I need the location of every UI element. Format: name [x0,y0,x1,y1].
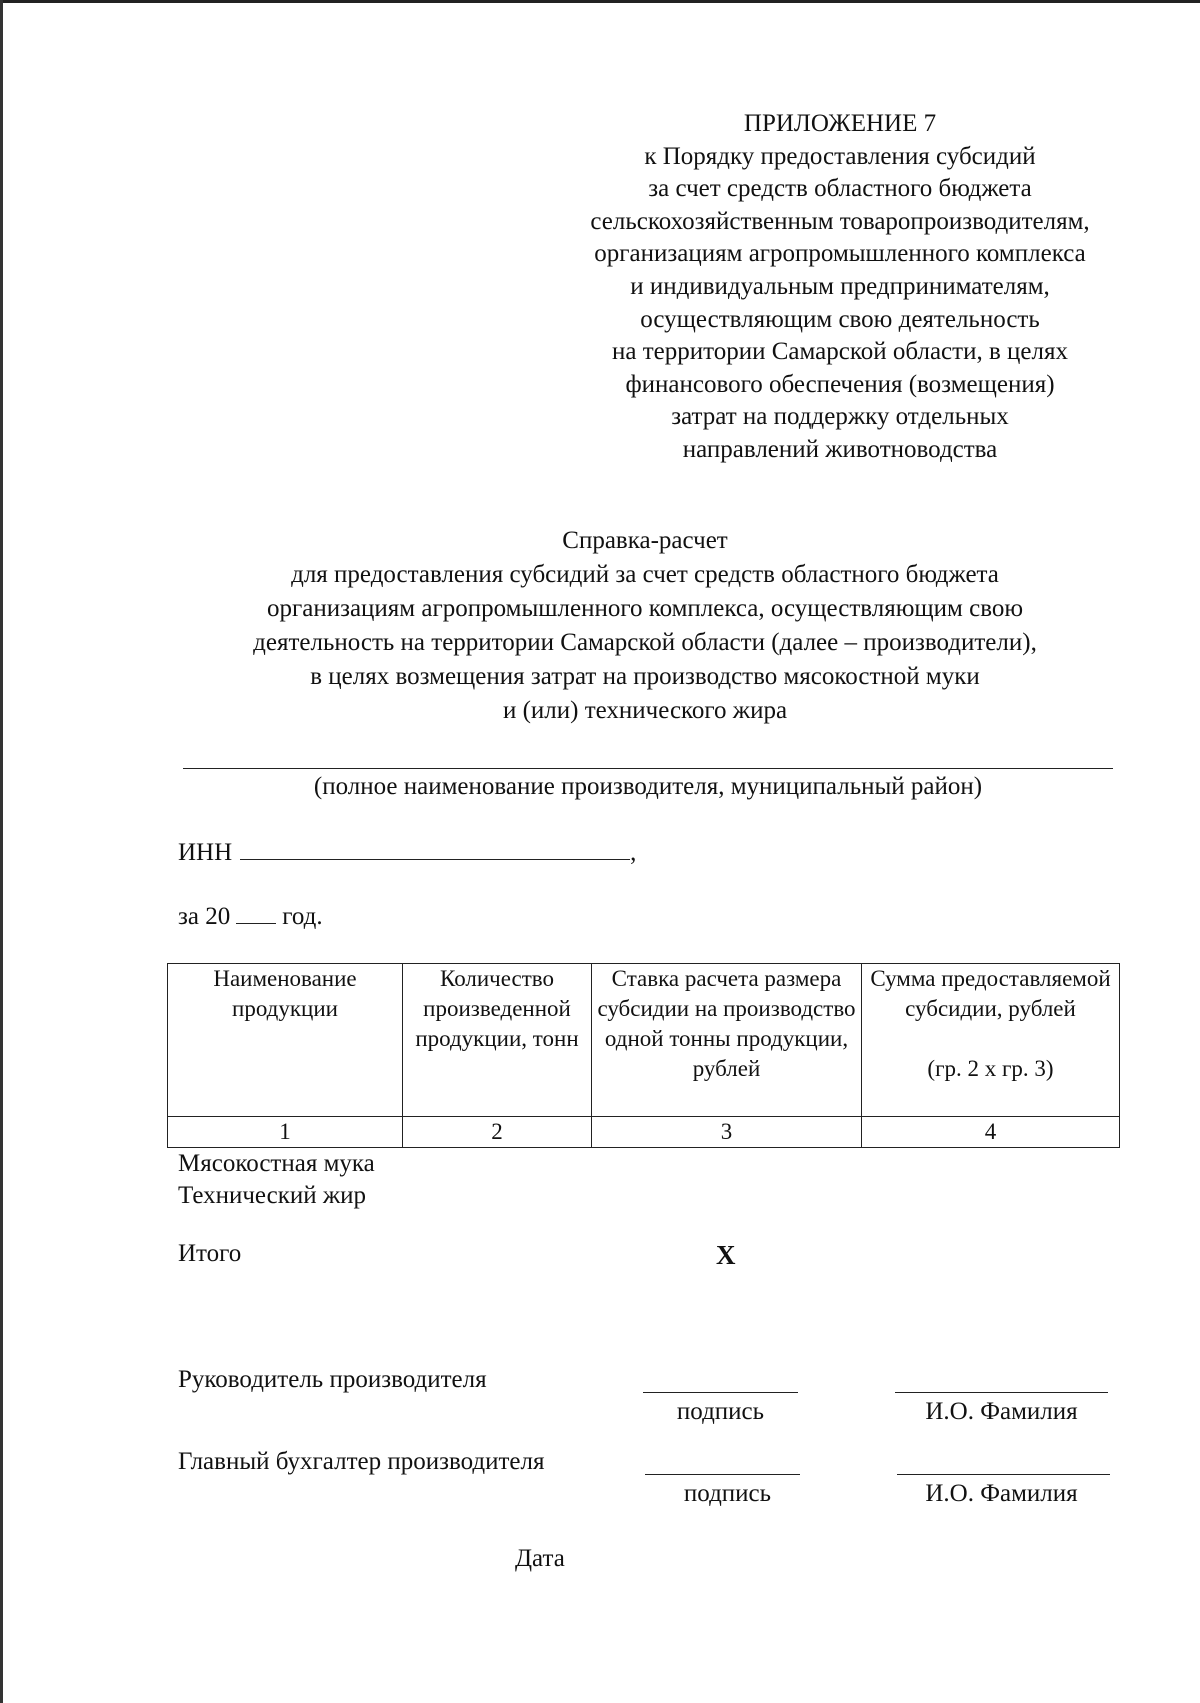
accountant-signature-label: Главный бухгалтер производителя [178,1448,545,1475]
head-signature-caption: подпись [676,1398,765,1425]
header-product-name: Наименование продукции [168,964,403,1117]
column-number: 1 [168,1117,403,1148]
year-row [178,900,323,934]
total-rate-mark: Х [716,1240,736,1270]
document-title-line: в целях возмещения затрат на производство мясокостной муки [310,663,980,690]
column-number: 3 [592,1117,862,1148]
appendix-line: финансового обеспечения (возмещения) [625,370,1055,398]
year-suffix: год. [282,903,323,930]
page-border-top [0,0,1200,3]
head-name-caption: И.О. Фамилия [925,1398,1078,1425]
product-row-label: Технический жир [178,1182,367,1209]
producer-name-field[interactable] [183,768,1113,769]
accountant-name-caption: И.О. Фамилия [925,1480,1078,1507]
page-border-left [0,0,3,1703]
inn-field[interactable] [240,835,630,860]
header-subsidy-sum-label: Сумма предоставляемой субсидии, рублей [870,966,1111,1021]
document-title-main: Справка-расчет [562,527,728,554]
accountant-signature-caption: подпись [683,1480,772,1507]
appendix-line: на территории Самарской области, в целях [612,338,1068,366]
accountant-signature-field[interactable] [645,1474,800,1475]
header-subsidy-sum [862,964,1120,1117]
appendix-line: и индивидуальным предпринимателям, [630,272,1050,300]
document-title-line: и (или) технического жира [502,697,788,724]
header-subsidy-formula: (гр. 2 х гр. 3) [927,1056,1054,1081]
column-number-row [168,1117,1120,1148]
head-signature-label: Руководитель производителя [178,1366,487,1393]
total-label: Итого [178,1240,242,1267]
appendix-line: к Порядку предоставления субсидий [644,142,1036,170]
appendix-line: осуществляющим свою деятельность [640,305,1040,333]
year-field[interactable] [236,901,276,924]
table-header-row [168,964,1120,1117]
producer-name-caption: (полное наименование производителя, муниципальный район) [313,773,983,800]
subsidy-table [167,963,1120,1148]
document-title-line: организациям агропромышленного комплекса, осуществляющим свою [266,595,1024,622]
date-label: Дата [515,1545,565,1572]
head-name-field[interactable] [895,1392,1108,1393]
document-title-line: деятельность на территории Самарской области (далее – производители), [253,629,1037,656]
inn-row [178,835,636,870]
head-signature-field[interactable] [643,1392,798,1393]
product-row-label: Мясокостная мука [178,1150,375,1177]
inn-suffix: , [630,839,637,866]
column-number: 4 [862,1117,1120,1148]
appendix-line: направлений животноводства [682,435,998,463]
appendix-header [540,108,1140,467]
column-number: 2 [403,1117,592,1148]
appendix-line: сельскохозяйственным товаропроизводителям, [590,207,1090,235]
appendix-line: затрат на поддержку отдельных [671,403,1009,431]
header-rate: Ставка расчета размера субсидии на производство одной тонны продукции, рублей [592,964,862,1117]
inn-label: ИНН [178,839,233,866]
header-spacer [866,1024,1115,1054]
year-prefix: за 20 [178,903,231,930]
appendix-title: ПРИЛОЖЕНИЕ 7 [743,110,937,137]
appendix-line: организациям агропромышленного комплекса [594,240,1086,268]
header-quantity: Количество произведенной продукции, тонн [403,964,592,1117]
document-title [150,524,1140,728]
appendix-line: за счет средств областного бюджета [648,175,1032,203]
accountant-name-field[interactable] [897,1474,1110,1475]
document-title-line: для предоставления субсидий за счет средств областного бюджета [291,561,999,588]
